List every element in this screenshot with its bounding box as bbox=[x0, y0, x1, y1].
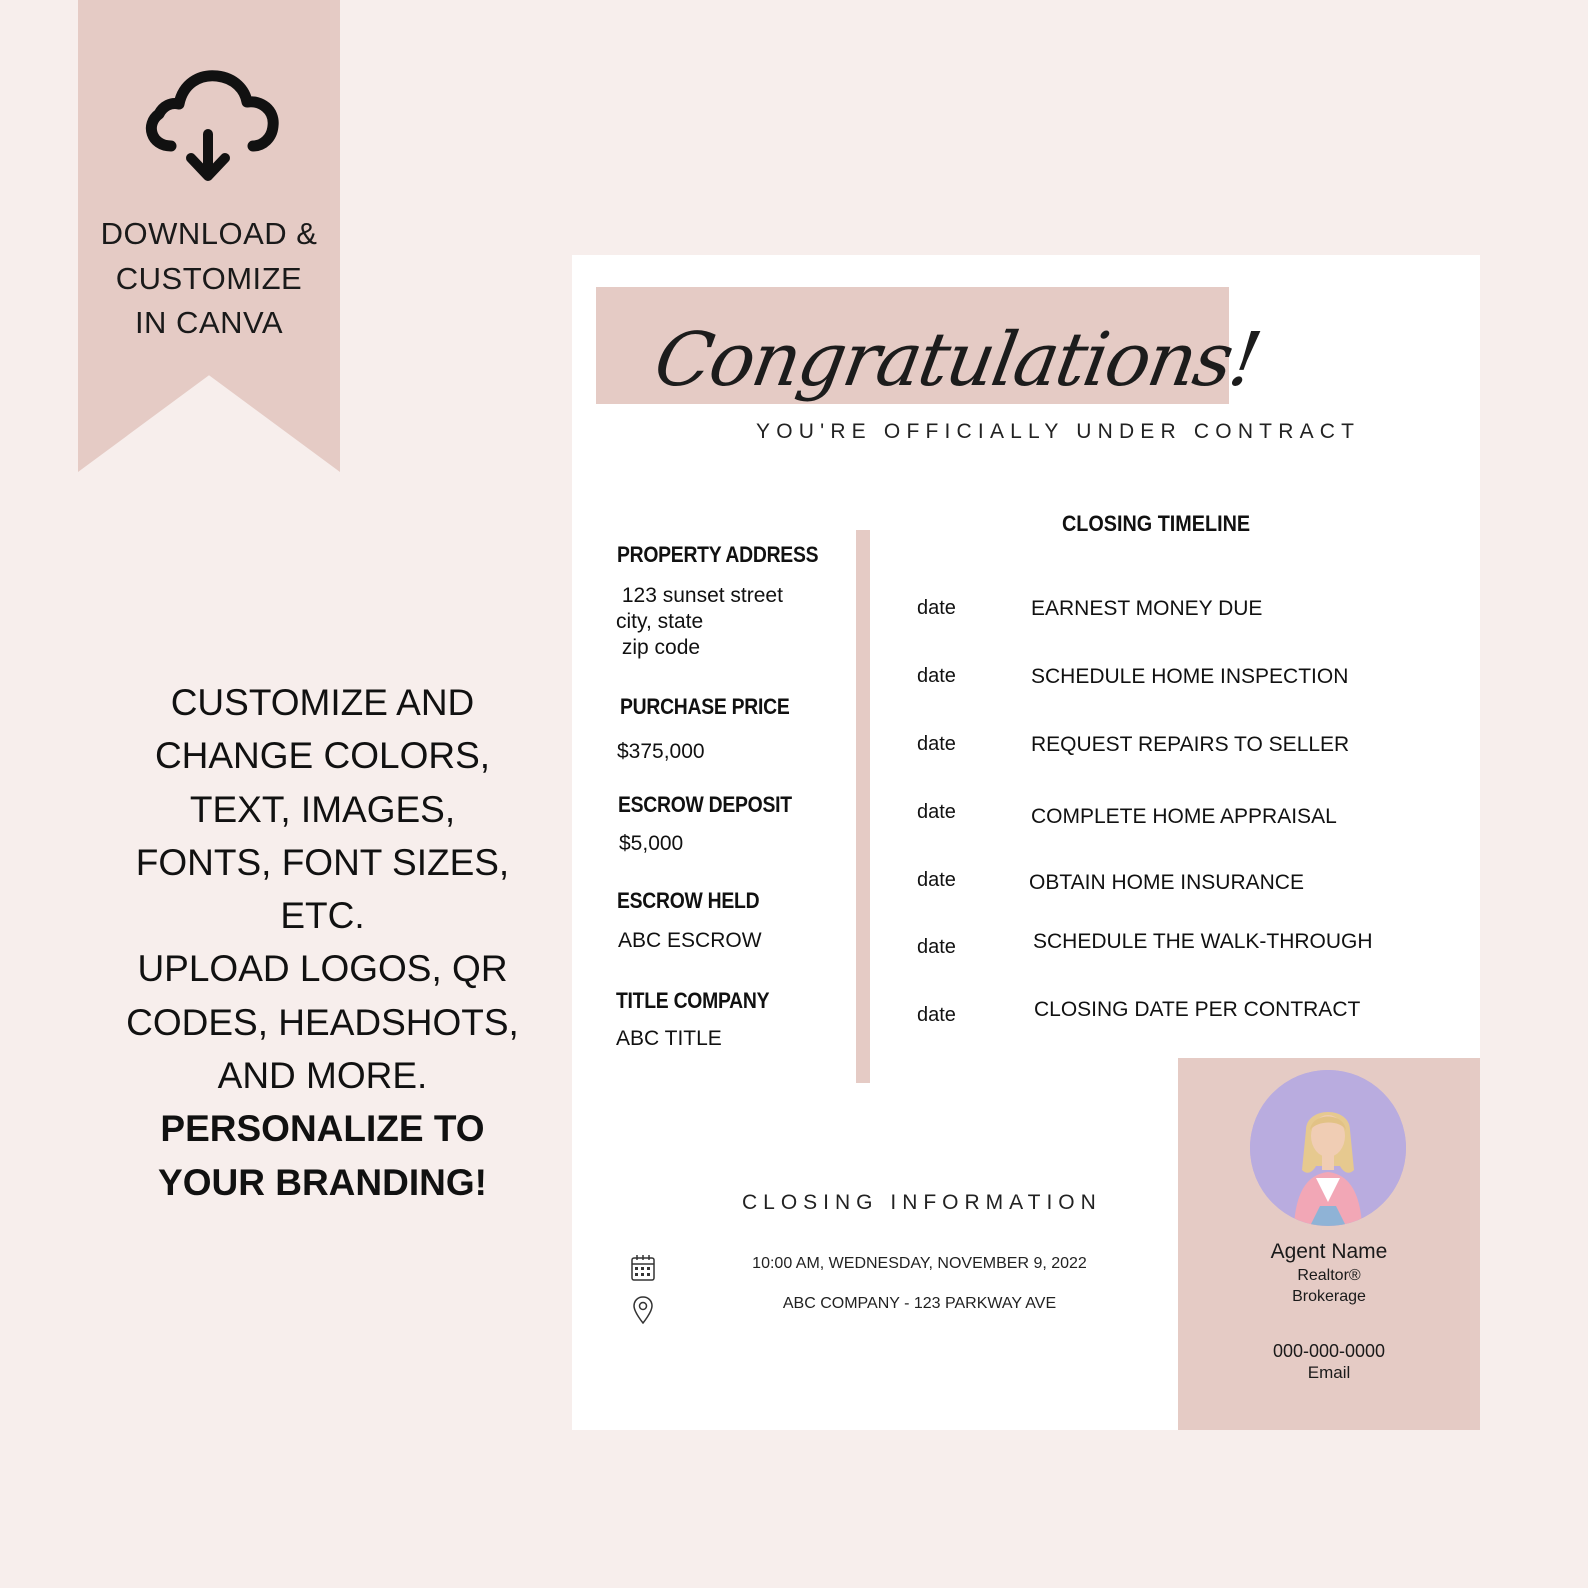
ribbon-line: DOWNLOAD & bbox=[100, 216, 318, 251]
agent-brokerage: Brokerage bbox=[1292, 1288, 1366, 1305]
detail-value bbox=[616, 1026, 722, 1052]
detail-value-line: $375,000 bbox=[617, 740, 705, 763]
timeline-heading: CLOSING TIMELINE bbox=[1062, 511, 1251, 536]
detail-value-line: ABC TITLE bbox=[616, 1027, 722, 1050]
timeline-row bbox=[917, 665, 1457, 693]
timeline-row bbox=[917, 733, 1457, 761]
promo-line: FONTS, FONT SIZES, bbox=[135, 841, 510, 883]
detail-value-line: city, state bbox=[616, 610, 704, 633]
timeline-date: date bbox=[917, 733, 956, 755]
timeline-date: date bbox=[917, 869, 956, 891]
agent-panel bbox=[1178, 1058, 1480, 1430]
timeline-task: CLOSING DATE PER CONTRACT bbox=[1034, 998, 1361, 1021]
promo-line: UPLOAD LOGOS, QR bbox=[137, 948, 508, 990]
detail-label: ESCROW HELD bbox=[617, 888, 760, 913]
agent-email: Email bbox=[1307, 1363, 1351, 1382]
timeline-date: date bbox=[917, 597, 956, 619]
location-pin-icon bbox=[632, 1295, 654, 1325]
detail-label: PURCHASE PRICE bbox=[620, 694, 790, 719]
detail-label: TITLE COMPANY bbox=[616, 988, 770, 1013]
detail-value bbox=[618, 928, 762, 954]
detail-label: PROPERTY ADDRESS bbox=[617, 542, 819, 567]
promo-line: ETC. bbox=[280, 895, 365, 937]
agent-title: Realtor® bbox=[1297, 1267, 1361, 1284]
calendar-icon bbox=[630, 1253, 656, 1283]
timeline-task: COMPLETE HOME APPRAISAL bbox=[1031, 805, 1337, 828]
detail-value bbox=[617, 739, 705, 765]
closing-datetime: 10:00 AM, WEDNESDAY, NOVEMBER 9, 2022 bbox=[752, 1255, 1087, 1272]
timeline-date: date bbox=[917, 1004, 956, 1026]
agent-headshot bbox=[1250, 1070, 1406, 1226]
timeline-date: date bbox=[917, 665, 956, 687]
agent-phone: 000-000-0000 bbox=[1272, 1341, 1386, 1361]
flyer-card bbox=[572, 255, 1480, 1430]
timeline-row bbox=[917, 597, 1457, 625]
timeline-task: SCHEDULE HOME INSPECTION bbox=[1031, 665, 1349, 688]
avatar bbox=[1250, 1070, 1406, 1226]
closing-location: ABC COMPANY - 123 PARKWAY AVE bbox=[782, 1295, 1057, 1312]
detail-value bbox=[619, 831, 683, 857]
promo-line: AND MORE. bbox=[217, 1055, 428, 1097]
flyer-subtitle: YOU'RE OFFICIALLY UNDER CONTRACT bbox=[756, 420, 1361, 443]
promo-text bbox=[110, 676, 535, 1209]
detail-label: ESCROW DEPOSIT bbox=[618, 792, 792, 817]
timeline-row bbox=[917, 930, 1457, 958]
promo-line: TEXT, IMAGES, bbox=[189, 788, 456, 830]
promo-line: CHANGE COLORS, bbox=[154, 735, 491, 777]
promo-line: CUSTOMIZE AND bbox=[170, 682, 475, 723]
detail-value-line: zip code bbox=[616, 636, 701, 659]
detail-value-line: $5,000 bbox=[619, 832, 684, 855]
timeline-date: date bbox=[917, 936, 956, 958]
ribbon-caption bbox=[78, 212, 340, 346]
detail-value-line: 123 sunset street bbox=[616, 584, 783, 607]
detail-value-line: ABC ESCROW bbox=[618, 929, 762, 952]
promo-strong-line: PERSONALIZE TO bbox=[160, 1108, 485, 1150]
divider-bar bbox=[856, 530, 870, 1083]
ribbon-line: IN CANVA bbox=[134, 305, 284, 340]
timeline-task: REQUEST REPAIRS TO SELLER bbox=[1031, 733, 1350, 756]
flyer-title: Congratulations! bbox=[648, 317, 1266, 403]
timeline-task: EARNEST MONEY DUE bbox=[1031, 597, 1263, 620]
promo-line: CODES, HEADSHOTS, bbox=[126, 1001, 519, 1043]
timeline-task: SCHEDULE THE WALK-THROUGH bbox=[1033, 930, 1373, 953]
ribbon-line: CUSTOMIZE bbox=[115, 260, 303, 296]
timeline-task: OBTAIN HOME INSURANCE bbox=[1029, 871, 1304, 894]
timeline-row bbox=[917, 801, 1457, 829]
detail-value bbox=[616, 583, 783, 661]
title-band bbox=[596, 287, 1266, 404]
agent-name: Agent Name bbox=[1270, 1240, 1388, 1263]
timeline-row bbox=[917, 998, 1457, 1026]
timeline-row bbox=[917, 869, 1457, 897]
timeline-date: date bbox=[917, 801, 956, 823]
cloud-download-icon bbox=[141, 66, 281, 190]
closing-heading: CLOSING INFORMATION bbox=[742, 1191, 1102, 1214]
promo-strong-line: YOUR BRANDING! bbox=[158, 1161, 487, 1203]
